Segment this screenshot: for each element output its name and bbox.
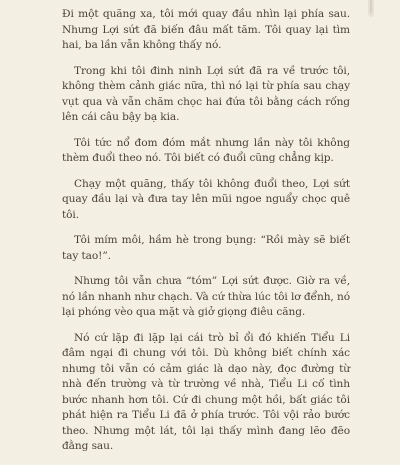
paragraph-2: Trong khi tôi đinh ninh Lợi sứt đã ra về trước tôi, không thèm cảnh giác nữa, thì nó lại từ phía sau chạy vụt qua và vẫn chăm chọc hai đứa tôi bằng cách rống lên cái câu bậy bạ kia. xyxy=(62,64,350,123)
paragraph-7: Nó cứ lặp đi lặp lại cái trò bỉ ổi đó khiến Tiểu Li đâm ngại đi chung với tôi. Dù không biết chính xác nhưng tôi vẫn có cảm giác là dạo này, đọc đường từ nhà đến trường và từ trường về nhà, Tiểu Li cố tình bước nhanh hơn tôi. Cứ đi chung một hồi, bất giác tôi phát hiện ra Tiểu Li đã ở phía trước. Tôi vội rảo bước theo. Nhưng một lát, tôi lại thấy mình đang lẽo đẽo đằng sau. xyxy=(62,331,350,452)
paragraph-1: Đi một quãng xa, tôi mới quay đầu nhìn lại phía sau. Nhưng Lợi sứt đã biến đâu mất tăm. Tôi quay lại tìm hai, ba lần vẫn không thấy nó. xyxy=(62,8,350,51)
paragraph-6: Nhưng tôi vẫn chưa “tóm” Lợi sứt được. Giờ ra về, nó lần nhanh như chạch. Và cứ thừa lúc tôi lơ đểnh, nó lại phóng vèo qua mặt và giở giọng điêu căng. xyxy=(62,275,350,318)
body-text xyxy=(62,0,350,465)
page-corner-decoration-icon xyxy=(364,0,378,20)
paragraph-5: Tôi mím môi, hầm hè trong bụng: “Rồi mày sẽ biết tay tao!”. xyxy=(62,234,350,262)
paragraph-4: Chạy một quãng, thấy tôi không đuổi theo, Lợi sứt quay đầu lại và đưa tay lên mũi ngoe nguẩy chọc quê tôi. xyxy=(62,177,350,221)
paragraph-3: Tôi tức nổ đom đóm mắt nhưng lần này tôi không thèm đuổi theo nó. Tôi biết có đuổi cũng chẳng kịp. xyxy=(62,136,350,164)
